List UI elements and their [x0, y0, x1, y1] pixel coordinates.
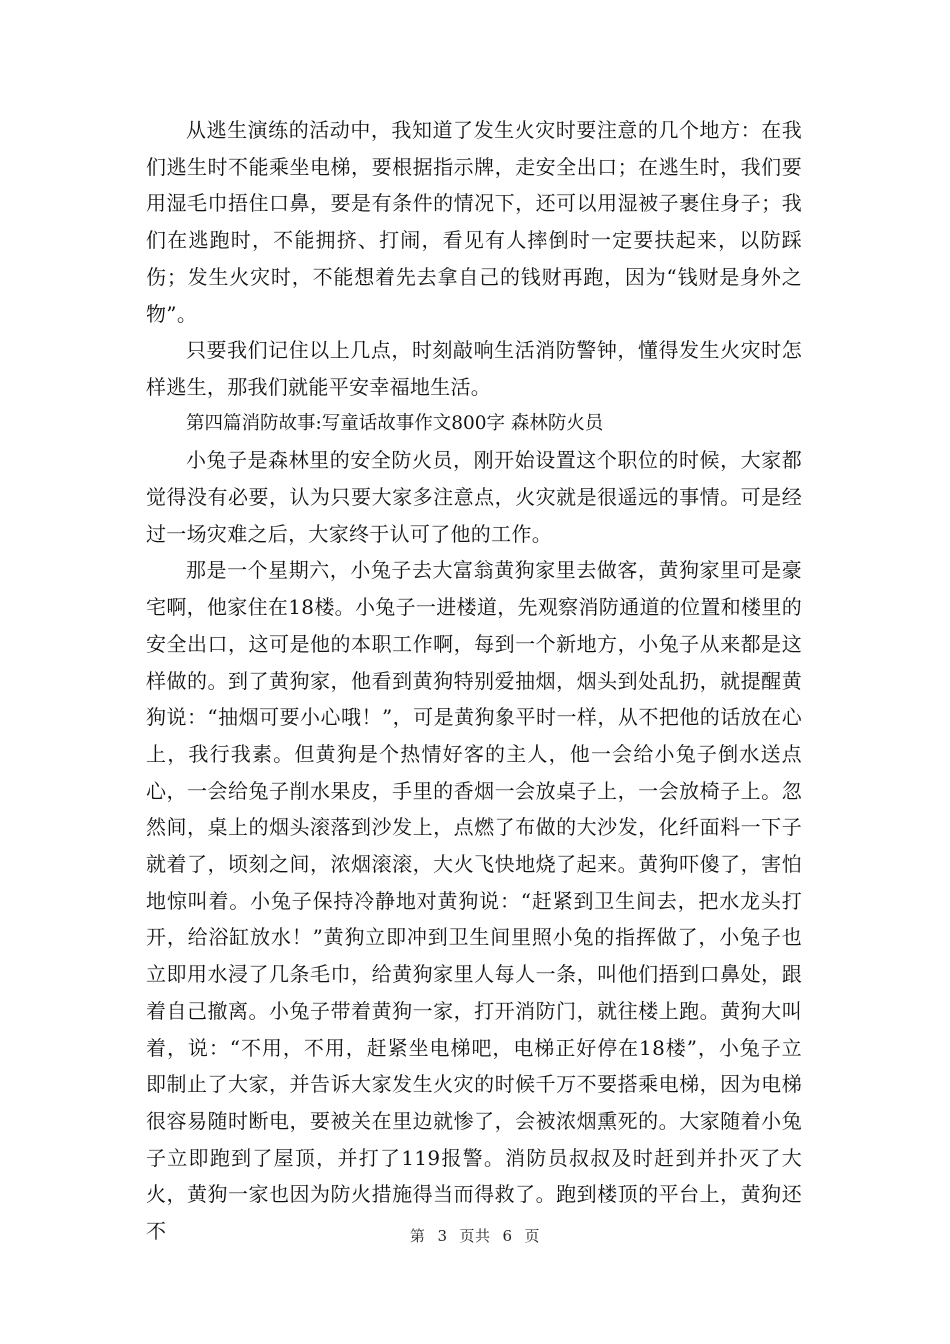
footer-label-page-suffix: 页共	[459, 1227, 491, 1245]
paragraph-story-intro: 小兔子是森林里的安全防火员，刚开始设置这个职位的时候，大家都觉得没有必要，认为只要大家多注意点，火灾就是很遥远的事情。可是经过一场灾难之后，大家终于认可了他的工作。	[146, 448, 802, 546]
footer-total-pages: 6	[502, 1227, 513, 1245]
footer-label-page: 第	[409, 1227, 426, 1245]
footer-label-total-suffix: 页	[524, 1227, 541, 1245]
footer-current-page: 3	[437, 1227, 448, 1245]
paragraph-remember-points: 只要我们记住以上几点，时刻敲响生活消防警钟，懂得发生火灾时怎样逃生，那我们就能平安幸福地生活。	[146, 338, 802, 399]
section-heading: 第四篇消防故事:写童话故事作文800字 森林防火员	[186, 412, 604, 434]
paragraph-story-body: 那是一个星期六，小兔子去大富翁黄狗家里去做客，黄狗家里可是豪宅啊，他家住在18楼。小兔子一进楼道，先观察消防通道的位置和楼里的安全出口，这可是他的本职工作啊，每到一个新地方，小兔子从来都是这样做的。到了黄狗家，他看到黄狗特别爱抽烟，烟头到处乱扔，就提醒黄狗说：“抽烟可要小心哦！”，可是黄狗象平时一样，从不把他的话放在心上，我行我素。但黄狗是个热情好客的主人，他一会给小兔子倒水送点心，一会给兔子削水果皮，手里的香烟一会放桌子上，一会放椅子上。忽然间，桌上的烟头滚落到沙发上，点燃了布做的大沙发，化纤面料一下子就着了，顷刻之间，浓烟滚滚，大火飞快地烧了起来。黄狗吓傻了，害怕地惊叫着。小兔子保持冷静地对黄狗说：“赶紧到卫生间去，把水龙头打开，给浴缸放水！”黄狗立即冲到卫生间里照小兔的指挥做了，小兔子也立即用水浸了几条毛巾，给黄狗家里人每人一条，叫他们捂到口鼻处，跟着自己撤离。小兔子带着黄狗一家，打开消防门，就往楼上跑。黄狗大叫着，说：“不用，不用，赶紧坐电梯吧，电梯正好停在18楼”，小兔子立即制止了大家，并告诉大家发生火灾的时候千万不要搭乘电梯，因为电梯很容易随时断电，要被关在里边就惨了，会被浓烟熏死的。大家随着小兔子立即跑到了屋顶，并打了119报警。消防员叔叔及时赶到并扑灭了大火，黄狗一家也因为防火措施得当而得救了。跑到楼顶的平台上，黄狗还不	[146, 558, 802, 1244]
page-content	[146, 112, 802, 1250]
page-footer	[0, 1225, 950, 1246]
paragraph-escape-drill: 从逃生演练的活动中，我知道了发生火灾时要注意的几个地方：在我们逃生时不能乘坐电梯，要根据指示牌，走安全出口；在逃生时，我们要用湿毛巾捂住口鼻，要是有条件的情况下，还可以用湿被子裹住身子；我们在逃跑时，不能拥挤、打闹，看见有人摔倒时一定要扶起来，以防踩伤；发生火灾时，不能想着先去拿自己的钱财再跑，因为“钱财是身外之物”。	[146, 118, 802, 326]
